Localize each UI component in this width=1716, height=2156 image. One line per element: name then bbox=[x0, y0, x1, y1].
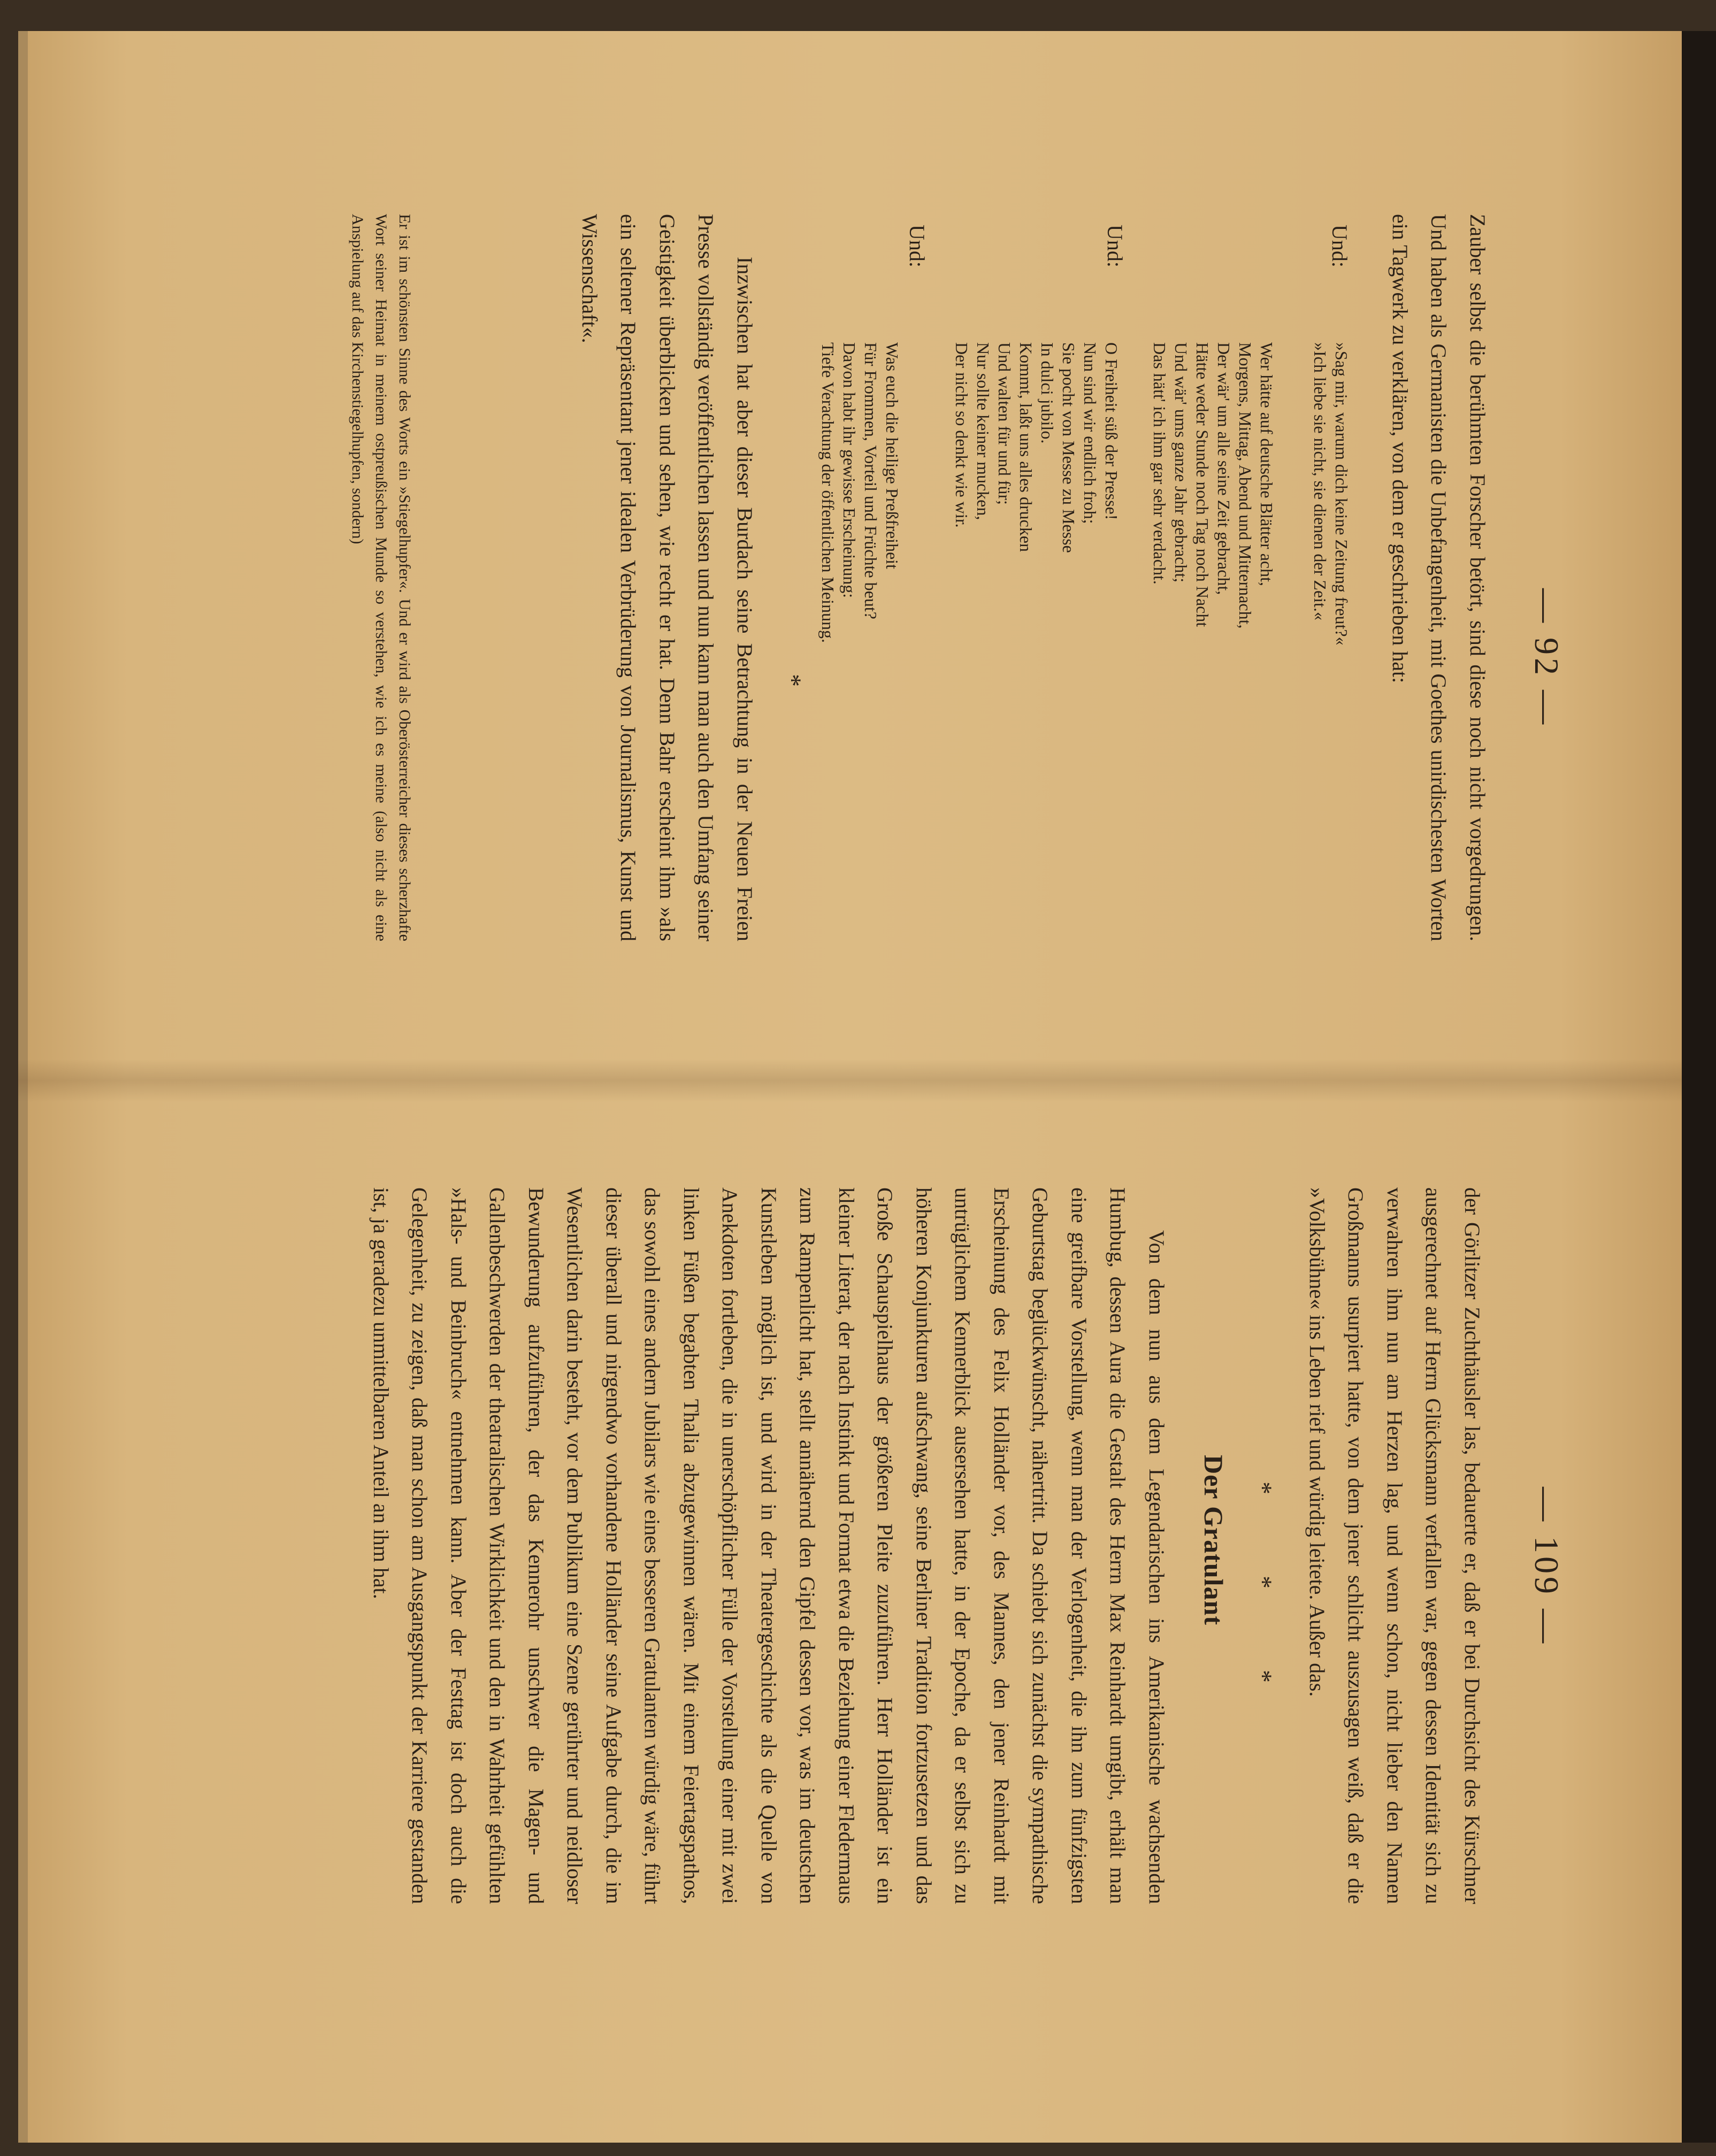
label-und: Und: bbox=[1328, 225, 1352, 267]
section-stars: * * * bbox=[1248, 1482, 1277, 1720]
paragraph-text: Von dem nun aus dem Legendarischen ins Amerikanische wachsenden Humbug, dessen Aura die Gestalt des Herrn Max Reinhardt umgibt, erhält man eine greifbare Vorstellung, wenn man der Verlogenheit, die ihn zum fünfzigsten Geburtstag beglückwünscht, nähertritt. Da schiebt sich zunächst die sympathische Erscheinung des Felix Holländer vor, des Mannes, den jener Reinhardt mit untrüglichem Kennerblick ausersehen hatte, in der Epoche, da er selbst sich zu höheren Konjunkturen aufschwang, seine Berliner Tradition fortzusetzen und das Große Schauspielhaus der größeren Pleite zuzuführen. Herr Holländer ist ein kleiner Literat, der nach Instinkt und Format etwa die Beziehung einer Fledermaus zum Rampenlicht hat, stellt annähernd den Gipfel dessen vor, was im deutschen Kunstleben möglich ist, und wird in der Theatergeschichte als die Quelle von Anekdoten fortleben, die in unerschöpflicher Fülle der Vorstellung einer mit zwei linken Füßen begabten Thalia abzugewinnen wären. Mit einem Feiertagspathos, das sowohl eines andern Jubilars wie eines besseren Gratulanten würdig wäre, führt dieser überall und nirgendwo vorhandene Holländer seine Aufgabe durch, die im Wesentlichen darin besteht, vor dem Publikum eine Szene gerührter und neidloser Bewunderung aufzuführen, der das Kennerohr unschwer die Magen- und Gallenbeschwerden der theatralischen Wirklichkeit und den in Wahrheit gefühlten »Hals- und Beinbruch« entnehmen kann. Aber der Festtag ist doch auch die Gelegenheit, zu zeigen, daß man schon am Ausgangspunkt der Karriere gestanden ist, ja geradezu unmittelbaren Anteil an ihm hat. bbox=[369, 1187, 1169, 1904]
paragraph-text: Zauber selbst die berühmten Forscher betört, sind diese noch nicht vorgedrungen. Und haben als Germanisten die Unbefangenheit, mit Goethes unirdischesten Worten ein Tagwerk zu verklären, von dem er geschrieben hat: bbox=[1388, 214, 1490, 941]
paragraph-text: Er ist im schönsten Sinne des Worts ein »Stiegelhupfer«. Und er wird als Oberösterreicher dieses scherzhafte Wort seiner Heimat in meinem ostpreußischen Munde so verstehen, wie ich es meine (also nicht als eine Anspielung auf das Kirchenstiegelhupfen, sondern) bbox=[349, 214, 413, 941]
section-heading: Der Gratulant bbox=[1199, 1455, 1229, 1625]
label-und: Und: bbox=[905, 225, 929, 267]
goethe-quote: »Sag mir, warum dich keine Zeitung freut?« »Ich liebe sie nicht, sie dienen der Zeit.« bbox=[1311, 342, 1351, 646]
label-und: Und: bbox=[1103, 225, 1127, 267]
verse-stanza: O Freiheit süß der Presse! Nun sind wir endlich froh; Sie pocht von Messe zu Messe In dulci jubilo. Kommt, laßt uns alles drucken Und walten für und für; Nur sollte keiner mucken, Der nicht so denkt wie wir. bbox=[952, 342, 1121, 553]
paragraph-text: Inzwischen hat aber dieser Burdach seine Betrachtung in der Neuen Freien Presse vollständig veröffentlichen lassen und nun kann man auch den Umfang seiner Geistigkeit überblicken und sehen, wie recht er hat. Denn Bahr erscheint ihm »als ein seltener Repräsentant jener idealen Verbrüderung von Journalismus, Kunst und Wissenschaft«. bbox=[578, 214, 757, 941]
paragraph-text: der Görlitzer Zuchthäusler las, bedauerte er, daß er bei Durchsicht des Kürschner ausgerechnet auf Herrn Glücksmann verfallen war, gegen dessen Identität sich zu verwahren ihm nun am Herzen lag, und wenn schon, nicht lieber den Namen Großmanns usurpiert hatte, von dem jener schlicht auszusagen weiß, daß er die »Volksbühne« ins Leben rief und würdig leitete. Außer das. bbox=[1305, 1187, 1484, 1904]
page-number: — 109 — bbox=[1528, 1487, 1566, 1646]
note-paragraph bbox=[346, 214, 416, 941]
intro-paragraph bbox=[1381, 214, 1497, 941]
body-paragraph bbox=[570, 214, 764, 941]
page-number: — 92 — bbox=[1528, 588, 1566, 727]
section-asterisk: * bbox=[778, 674, 806, 724]
verse-stanza: Was euch die heilige Preßfreiheit Für Frommen, Vorteil und Früchte beut? Davon habt ihr gewisse Erscheinung: Tiefe Verachtung der öffentlichen Meinung. bbox=[818, 342, 902, 643]
verse-stanza: Wer hätte auf deutsche Blätter acht, Morgens, Mittag, Abend und Mitternacht, Der wär' um alle seine Zeit gebracht, Hätte weder Stunde noch Tag noch Nacht Und wär' ums ganze Jahr gebracht; Das hätt' ich ihm gar sehr verdacht. bbox=[1150, 342, 1276, 629]
